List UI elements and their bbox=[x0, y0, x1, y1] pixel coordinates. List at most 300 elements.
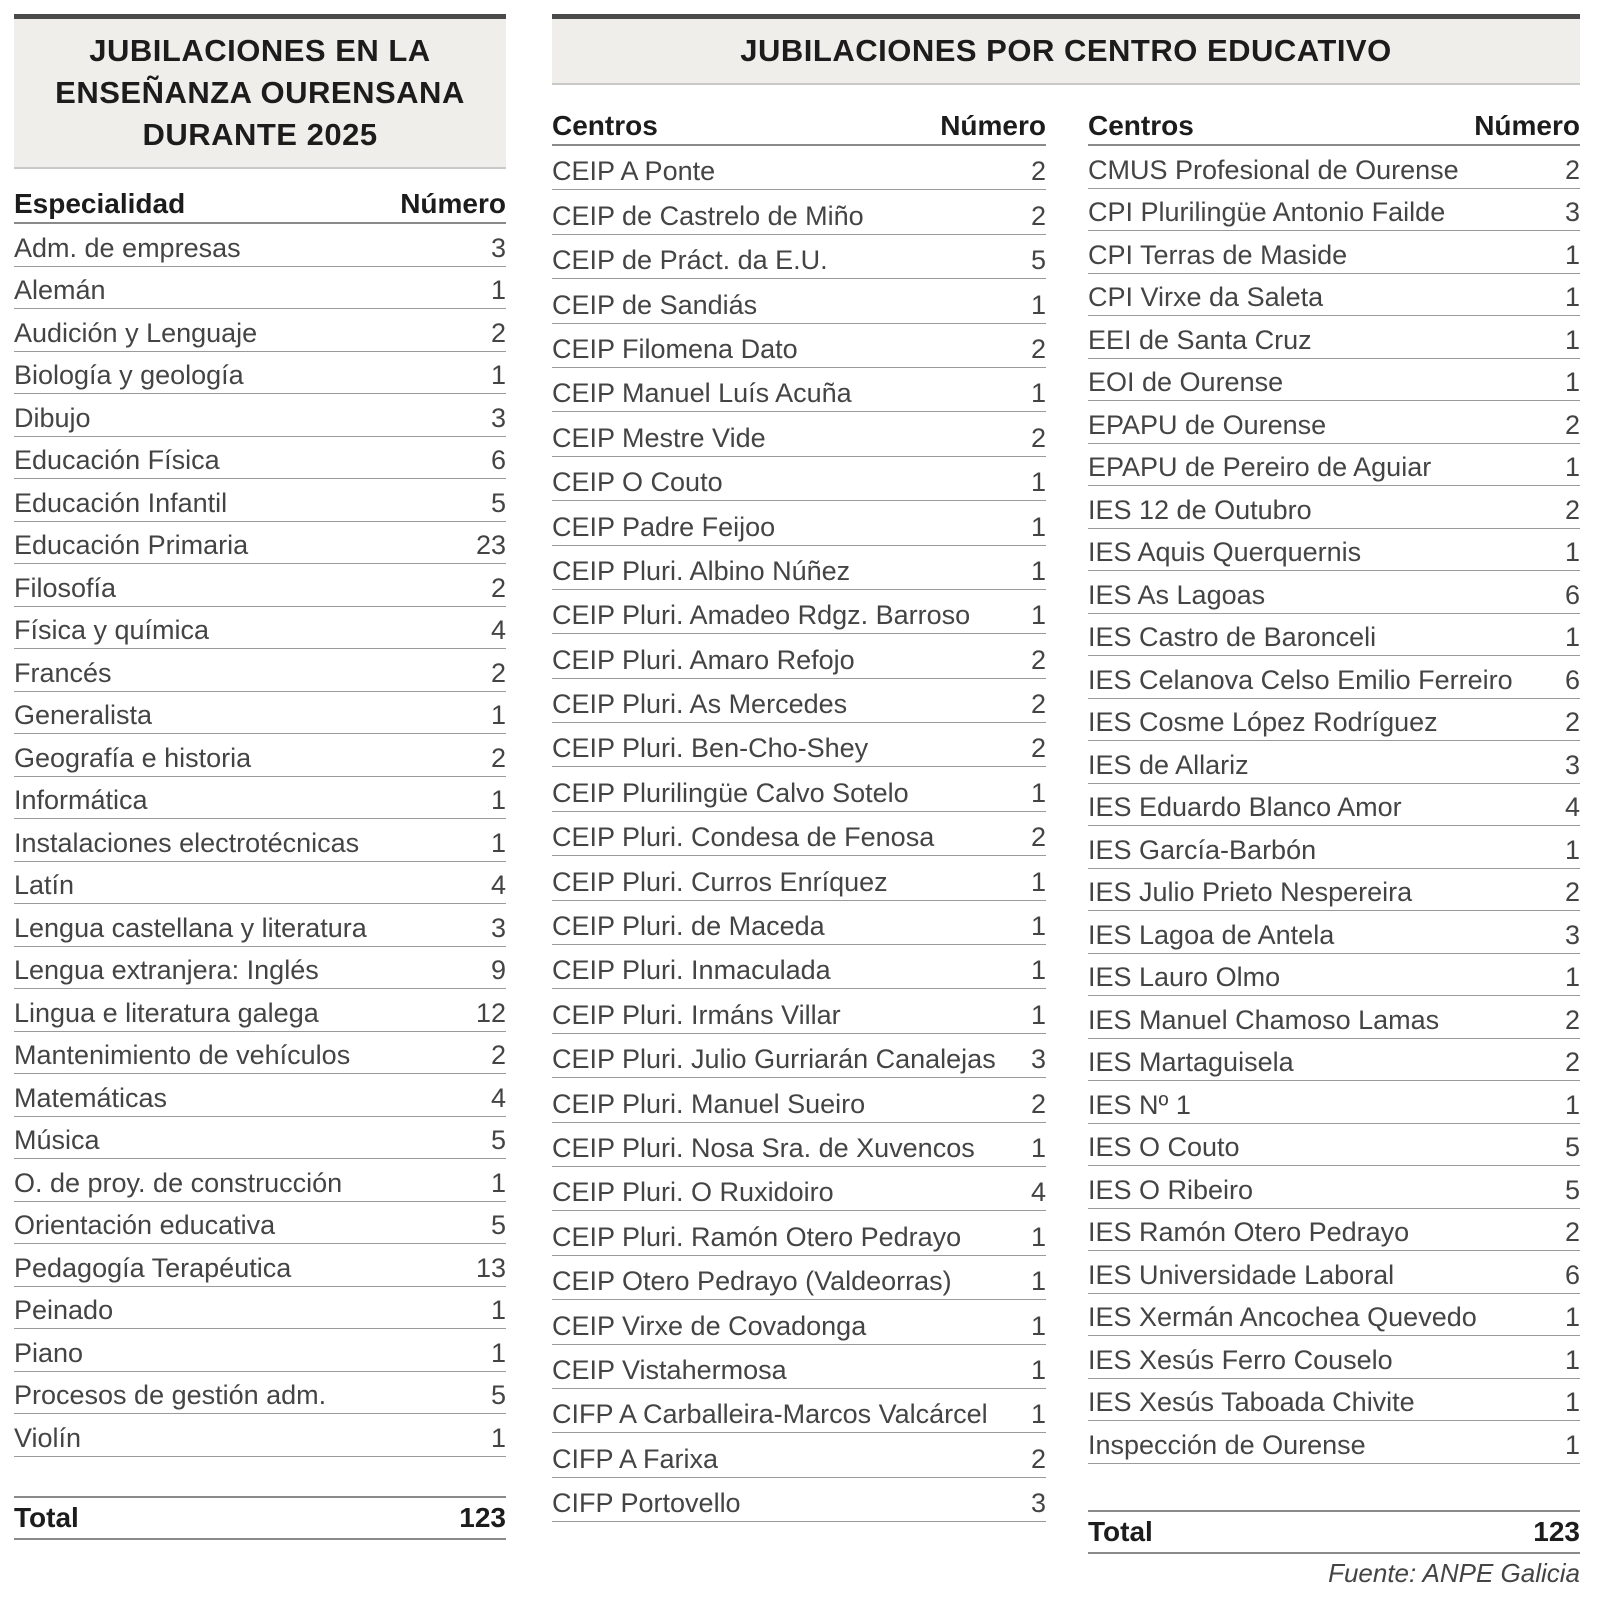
row-name: CIFP A Carballeira-Marcos Valcárcel bbox=[552, 1399, 988, 1430]
table-row bbox=[14, 862, 506, 905]
row-number: 1 bbox=[1030, 555, 1046, 586]
table-row bbox=[1088, 996, 1580, 1039]
row-name: IES Celanova Celso Emilio Ferreiro bbox=[1088, 664, 1513, 695]
table-row bbox=[1088, 869, 1580, 912]
table-row bbox=[552, 1123, 1046, 1167]
row-number: 1 bbox=[1564, 622, 1580, 652]
row-number: 1 bbox=[1564, 1344, 1580, 1375]
table-row bbox=[1088, 1081, 1580, 1124]
row-name: Pedagogía Terapéutica bbox=[14, 1252, 292, 1283]
table-row bbox=[552, 634, 1046, 678]
row-name: IES As Lagoas bbox=[1088, 579, 1266, 610]
row-name: Biología y geología bbox=[14, 360, 244, 390]
row-name: CIFP Portovello bbox=[552, 1488, 741, 1519]
row-name: IES Aquis Querquernis bbox=[1088, 537, 1362, 567]
table-row bbox=[14, 1074, 506, 1117]
table-row bbox=[552, 1078, 1046, 1122]
row-name: Alemán bbox=[14, 275, 106, 305]
row-number: 1 bbox=[1564, 537, 1580, 567]
row-name: CEIP Pluri. Ramón Otero Pedrayo bbox=[552, 1221, 962, 1252]
row-number: 1 bbox=[1564, 1302, 1580, 1332]
row-number: 1 bbox=[1030, 467, 1046, 498]
source-note: Fuente: ANPE Galicia bbox=[1328, 1558, 1580, 1588]
table-row bbox=[1088, 1166, 1580, 1209]
row-name: IES Manuel Chamoso Lamas bbox=[1088, 1004, 1440, 1035]
row-number: 4 bbox=[1030, 1177, 1046, 1208]
table-row bbox=[1088, 146, 1580, 189]
row-number: 1 bbox=[1030, 777, 1046, 808]
row-name: Instalaciones electrotécnicas bbox=[14, 827, 360, 858]
row-number: 2 bbox=[1564, 707, 1580, 737]
row-number: 1 bbox=[1030, 1132, 1046, 1163]
row-name: CEIP Pluri. Ben-Cho-Shey bbox=[552, 733, 869, 764]
row-number: 2 bbox=[1564, 494, 1580, 525]
row-name: IES Julio Prieto Nespereira bbox=[1088, 877, 1413, 907]
row-number: 6 bbox=[1564, 664, 1580, 695]
row-number: 2 bbox=[1564, 1047, 1580, 1077]
row-name: IES Martaguisela bbox=[1088, 1047, 1294, 1077]
row-number: 3 bbox=[490, 232, 506, 263]
table-row bbox=[1088, 231, 1580, 274]
row-number: 5 bbox=[1564, 1174, 1580, 1205]
header-numero: Número bbox=[940, 110, 1046, 141]
row-name: CEIP Pluri. As Mercedes bbox=[552, 689, 848, 720]
header-numero: Número bbox=[400, 188, 506, 219]
table-row bbox=[552, 590, 1046, 634]
row-name: IES de Allariz bbox=[1088, 749, 1249, 780]
table-row bbox=[552, 1478, 1046, 1522]
table-row bbox=[14, 1372, 506, 1415]
row-name: Peinado bbox=[14, 1295, 114, 1325]
row-number: 1 bbox=[1564, 282, 1580, 312]
total-label: Total bbox=[1088, 1516, 1153, 1547]
total-value: 123 bbox=[459, 1502, 506, 1533]
table-row bbox=[1088, 529, 1580, 572]
row-number: 1 bbox=[1030, 1221, 1046, 1252]
row-name: CEIP Pluri. Irmáns Villar bbox=[552, 999, 841, 1030]
table-row bbox=[1088, 571, 1580, 614]
header-centros: Centros bbox=[552, 110, 658, 141]
row-name: Adm. de empresas bbox=[14, 232, 241, 263]
row-name: IES Lauro Olmo bbox=[1088, 962, 1281, 992]
row-name: CEIP Padre Feijoo bbox=[552, 511, 776, 542]
left-title-line: JUBILACIONES EN LA bbox=[89, 33, 431, 68]
table-row bbox=[1088, 741, 1580, 784]
table-row bbox=[14, 309, 506, 352]
table-row bbox=[552, 412, 1046, 456]
row-number: 2 bbox=[490, 742, 506, 773]
row-name: IES Eduardo Blanco Amor bbox=[1088, 792, 1402, 822]
row-number: 1 bbox=[490, 700, 506, 730]
row-name: IES Cosme López Rodríguez bbox=[1088, 707, 1438, 737]
row-number: 2 bbox=[490, 317, 506, 348]
row-name: CEIP Manuel Luís Acuña bbox=[552, 378, 852, 409]
row-name: IES O Ribeiro bbox=[1088, 1174, 1254, 1205]
row-name: Lengua extranjera: Inglés bbox=[14, 955, 319, 985]
row-name: CEIP Pluri. Amadeo Rdgz. Barroso bbox=[552, 600, 971, 631]
row-name: CEIP Pluri. O Ruxidoiro bbox=[552, 1177, 834, 1208]
row-name: Orientación educativa bbox=[14, 1210, 276, 1240]
row-number: 4 bbox=[1564, 792, 1580, 822]
specialty-table-header bbox=[14, 188, 506, 224]
row-number: 1 bbox=[1030, 1399, 1046, 1430]
table-row bbox=[1088, 1421, 1580, 1464]
row-number: 2 bbox=[1030, 733, 1046, 764]
left-title-line: DURANTE 2025 bbox=[142, 117, 378, 152]
table-row bbox=[552, 146, 1046, 190]
table-row bbox=[14, 1244, 506, 1287]
table-row bbox=[1088, 1039, 1580, 1082]
row-number: 9 bbox=[490, 955, 506, 985]
row-name: IES Universidade Laboral bbox=[1088, 1259, 1395, 1290]
specialty-table bbox=[14, 188, 506, 1548]
table-row bbox=[1088, 699, 1580, 742]
row-name: IES Xesús Taboada Chivite bbox=[1088, 1387, 1415, 1417]
row-number: 2 bbox=[1030, 1443, 1046, 1474]
center-b-rows bbox=[1088, 146, 1580, 1464]
table-row bbox=[552, 989, 1046, 1033]
row-number: 1 bbox=[1030, 1354, 1046, 1385]
left-title-line: ENSEÑANZA OURENSANA bbox=[55, 75, 465, 110]
row-number: 1 bbox=[1030, 378, 1046, 409]
row-number: 2 bbox=[1564, 877, 1580, 907]
row-name: Piano bbox=[14, 1337, 84, 1368]
table-row bbox=[552, 1389, 1046, 1433]
table-row bbox=[1088, 1379, 1580, 1422]
row-name: CPI Plurilingüe Antonio Failde bbox=[1088, 197, 1446, 227]
row-number: 5 bbox=[1030, 245, 1046, 276]
table-row bbox=[552, 856, 1046, 900]
row-number: 6 bbox=[490, 445, 506, 475]
row-number: 6 bbox=[1564, 1259, 1580, 1290]
row-name: EOI de Ourense bbox=[1088, 367, 1284, 397]
row-number: 1 bbox=[1564, 1429, 1580, 1460]
row-number: 3 bbox=[1564, 749, 1580, 780]
row-name: Física y química bbox=[14, 615, 210, 645]
specialty-total-row bbox=[14, 1496, 506, 1540]
row-name: Educación Física bbox=[14, 445, 220, 475]
table-row bbox=[1088, 444, 1580, 487]
row-name: CEIP Pluri. Condesa de Fenosa bbox=[552, 822, 935, 853]
row-name: Informática bbox=[14, 785, 148, 815]
row-name: CMUS Profesional de Ourense bbox=[1088, 154, 1459, 185]
row-name: Violín bbox=[14, 1422, 82, 1453]
row-name: CEIP de Sandiás bbox=[552, 289, 758, 320]
row-name: CPI Virxe da Saleta bbox=[1088, 282, 1324, 312]
table-row bbox=[552, 945, 1046, 989]
row-number: 1 bbox=[490, 360, 506, 390]
row-name: IES Nº 1 bbox=[1088, 1089, 1191, 1120]
table-row bbox=[552, 1211, 1046, 1255]
row-name: IES Ramón Otero Pedrayo bbox=[1088, 1217, 1410, 1247]
row-number: 2 bbox=[490, 572, 506, 603]
row-number: 1 bbox=[1030, 955, 1046, 986]
row-number: 2 bbox=[1030, 822, 1046, 853]
table-row bbox=[14, 819, 506, 862]
header-especialidad: Especialidad bbox=[14, 188, 186, 219]
row-name: Filosofía bbox=[14, 572, 117, 603]
row-name: Matemáticas bbox=[14, 1082, 168, 1113]
table-row bbox=[552, 723, 1046, 767]
table-row bbox=[14, 267, 506, 310]
row-number: 1 bbox=[1564, 452, 1580, 482]
row-number: 1 bbox=[1030, 289, 1046, 320]
row-number: 5 bbox=[490, 1210, 506, 1240]
table-row bbox=[1088, 274, 1580, 317]
left-title bbox=[14, 14, 506, 169]
table-row bbox=[14, 607, 506, 650]
total-label: Total bbox=[14, 1502, 79, 1533]
row-number: 4 bbox=[490, 615, 506, 645]
table-row bbox=[1088, 784, 1580, 827]
row-number: 13 bbox=[475, 1252, 506, 1283]
row-number: 2 bbox=[1030, 1088, 1046, 1119]
row-number: 23 bbox=[475, 530, 506, 560]
row-name: Lengua castellana y literatura bbox=[14, 912, 367, 943]
row-name: CEIP Pluri. Nosa Sra. de Xuvencos bbox=[552, 1132, 975, 1163]
header-numero: Número bbox=[1474, 110, 1580, 141]
row-name: EEI de Santa Cruz bbox=[1088, 324, 1312, 355]
table-row bbox=[1088, 1294, 1580, 1337]
row-number: 1 bbox=[490, 1295, 506, 1325]
table-row bbox=[1088, 486, 1580, 529]
row-name: Inspección de Ourense bbox=[1088, 1429, 1366, 1460]
table-row bbox=[552, 1034, 1046, 1078]
row-name: CEIP A Ponte bbox=[552, 156, 716, 187]
table-row bbox=[14, 1032, 506, 1075]
row-number: 5 bbox=[1564, 1132, 1580, 1162]
table-row bbox=[552, 235, 1046, 279]
row-name: Dibujo bbox=[14, 402, 91, 433]
table-row bbox=[14, 437, 506, 480]
table-row bbox=[14, 1202, 506, 1245]
row-number: 1 bbox=[490, 1167, 506, 1198]
center-a-rows bbox=[552, 146, 1046, 1522]
table-row bbox=[1088, 316, 1580, 359]
table-row bbox=[1088, 911, 1580, 954]
row-number: 2 bbox=[1564, 154, 1580, 185]
row-name: CEIP Vistahermosa bbox=[552, 1354, 787, 1385]
center-table-a bbox=[552, 110, 1046, 1520]
row-number: 5 bbox=[490, 1380, 506, 1410]
table-row bbox=[14, 1117, 506, 1160]
row-number: 4 bbox=[490, 1082, 506, 1113]
center-total-row bbox=[1088, 1510, 1580, 1554]
table-row bbox=[552, 812, 1046, 856]
total-value: 123 bbox=[1533, 1516, 1580, 1547]
table-row bbox=[14, 522, 506, 565]
table-row bbox=[14, 1414, 506, 1457]
row-number: 3 bbox=[1030, 1488, 1046, 1519]
row-number: 1 bbox=[1030, 1310, 1046, 1341]
row-name: Educación Infantil bbox=[14, 487, 228, 518]
row-number: 1 bbox=[490, 785, 506, 815]
row-name: Audición y Lenguaje bbox=[14, 317, 258, 348]
row-number: 1 bbox=[1030, 911, 1046, 942]
row-number: 2 bbox=[490, 657, 506, 688]
row-name: Música bbox=[14, 1125, 100, 1155]
row-name: CIFP A Farixa bbox=[552, 1443, 719, 1474]
table-row bbox=[14, 692, 506, 735]
header-centros: Centros bbox=[1088, 110, 1194, 141]
row-name: Procesos de gestión adm. bbox=[14, 1380, 327, 1410]
row-number: 1 bbox=[1030, 600, 1046, 631]
table-row bbox=[1088, 1336, 1580, 1379]
specialty-rows bbox=[14, 224, 506, 1457]
row-number: 5 bbox=[490, 1125, 506, 1155]
table-row bbox=[552, 901, 1046, 945]
table-row bbox=[552, 1256, 1046, 1300]
row-name: O. de proy. de construcción bbox=[14, 1167, 343, 1198]
table-row bbox=[1088, 656, 1580, 699]
row-number: 3 bbox=[1564, 197, 1580, 227]
row-name: EPAPU de Pereiro de Aguiar bbox=[1088, 452, 1432, 482]
row-name: CEIP de Práct. da E.U. bbox=[552, 245, 828, 276]
row-name: Geografía e historia bbox=[14, 742, 252, 773]
row-number: 1 bbox=[490, 827, 506, 858]
row-name: CEIP Pluri. Manuel Sueiro bbox=[552, 1088, 866, 1119]
row-name: CEIP Pluri. Amaro Refojo bbox=[552, 644, 855, 675]
center-table-b-header bbox=[1088, 110, 1580, 146]
row-number: 1 bbox=[1030, 866, 1046, 897]
table-row bbox=[14, 947, 506, 990]
row-number: 1 bbox=[490, 1337, 506, 1368]
table-row bbox=[552, 1433, 1046, 1477]
row-name: CEIP Virxe de Covadonga bbox=[552, 1310, 867, 1341]
row-name: IES Xesús Ferro Couselo bbox=[1088, 1344, 1393, 1375]
row-name: IES Lagoa de Antela bbox=[1088, 919, 1335, 950]
row-name: CPI Terras de Maside bbox=[1088, 239, 1348, 270]
table-row bbox=[552, 324, 1046, 368]
table-row bbox=[552, 279, 1046, 323]
row-number: 1 bbox=[1564, 962, 1580, 992]
row-number: 2 bbox=[490, 1040, 506, 1070]
row-name: Educación Primaria bbox=[14, 530, 249, 560]
table-row bbox=[552, 546, 1046, 590]
row-name: IES 12 de Outubro bbox=[1088, 494, 1312, 525]
table-row bbox=[14, 352, 506, 395]
table-row bbox=[552, 457, 1046, 501]
table-row bbox=[552, 501, 1046, 545]
row-number: 2 bbox=[1030, 689, 1046, 720]
table-row bbox=[14, 649, 506, 692]
row-number: 1 bbox=[490, 1422, 506, 1453]
table-row bbox=[552, 1167, 1046, 1211]
table-row bbox=[1088, 1209, 1580, 1252]
row-number: 3 bbox=[490, 402, 506, 433]
table-row bbox=[1088, 1124, 1580, 1167]
table-row bbox=[1088, 826, 1580, 869]
row-name: Mantenimiento de vehículos bbox=[14, 1040, 351, 1070]
table-row bbox=[14, 394, 506, 437]
table-row bbox=[14, 777, 506, 820]
row-number: 1 bbox=[490, 275, 506, 305]
row-number: 3 bbox=[1564, 919, 1580, 950]
table-row bbox=[1088, 954, 1580, 997]
table-row bbox=[14, 224, 506, 267]
row-name: CEIP Pluri. Inmaculada bbox=[552, 955, 831, 986]
table-row bbox=[552, 190, 1046, 234]
table-row bbox=[1088, 614, 1580, 657]
table-row bbox=[14, 734, 506, 777]
row-name: Generalista bbox=[14, 700, 153, 730]
row-name: IES Castro de Baronceli bbox=[1088, 622, 1377, 652]
table-row bbox=[14, 479, 506, 522]
row-name: IES O Couto bbox=[1088, 1132, 1240, 1162]
row-number: 1 bbox=[1564, 324, 1580, 355]
center-table-b bbox=[1088, 110, 1580, 1547]
row-number: 2 bbox=[1030, 644, 1046, 675]
row-number: 1 bbox=[1564, 1089, 1580, 1120]
row-number: 12 bbox=[475, 997, 506, 1028]
row-name: CEIP Mestre Vide bbox=[552, 422, 766, 453]
row-number: 1 bbox=[1564, 239, 1580, 270]
row-name: Francés bbox=[14, 657, 112, 688]
row-number: 1 bbox=[1030, 999, 1046, 1030]
table-row bbox=[1088, 359, 1580, 402]
row-name: CEIP Pluri. Curros Enríquez bbox=[552, 866, 888, 897]
row-number: 2 bbox=[1030, 200, 1046, 231]
row-number: 2 bbox=[1030, 333, 1046, 364]
table-row bbox=[14, 564, 506, 607]
row-name: EPAPU de Ourense bbox=[1088, 409, 1327, 440]
row-number: 6 bbox=[1564, 579, 1580, 610]
row-number: 2 bbox=[1564, 1217, 1580, 1247]
table-row bbox=[1088, 189, 1580, 232]
row-number: 1 bbox=[1564, 1387, 1580, 1417]
row-number: 2 bbox=[1030, 422, 1046, 453]
row-name: IES Xermán Ancochea Quevedo bbox=[1088, 1302, 1477, 1332]
row-number: 3 bbox=[1030, 1044, 1046, 1075]
row-name: CEIP Pluri. Julio Gurriarán Canalejas bbox=[552, 1044, 996, 1075]
center-table-a-header bbox=[552, 110, 1046, 146]
row-number: 2 bbox=[1564, 1004, 1580, 1035]
row-number: 4 bbox=[490, 870, 506, 900]
table-row bbox=[14, 1159, 506, 1202]
right-title-text: JUBILACIONES POR CENTRO EDUCATIVO bbox=[740, 33, 1392, 68]
row-name: CEIP Pluri. de Maceda bbox=[552, 911, 825, 942]
right-title bbox=[552, 14, 1580, 85]
row-name: CEIP Pluri. Albino Núñez bbox=[552, 555, 851, 586]
table-row bbox=[1088, 401, 1580, 444]
table-row bbox=[552, 368, 1046, 412]
row-number: 1 bbox=[1030, 511, 1046, 542]
row-number: 2 bbox=[1564, 409, 1580, 440]
row-name: Lingua e literatura galega bbox=[14, 997, 319, 1028]
table-row bbox=[552, 1345, 1046, 1389]
table-row bbox=[14, 1329, 506, 1372]
row-number: 1 bbox=[1030, 1266, 1046, 1297]
row-name: Latín bbox=[14, 870, 75, 900]
table-row bbox=[14, 1287, 506, 1330]
row-name: IES García-Barbón bbox=[1088, 834, 1317, 865]
table-row bbox=[552, 1300, 1046, 1344]
row-name: CEIP de Castrelo de Miño bbox=[552, 200, 864, 231]
row-number: 3 bbox=[490, 912, 506, 943]
table-row bbox=[1088, 1251, 1580, 1294]
row-number: 1 bbox=[1564, 834, 1580, 865]
row-name: CEIP Plurilingüe Calvo Sotelo bbox=[552, 777, 909, 808]
row-name: CEIP Otero Pedrayo (Valdeorras) bbox=[552, 1266, 952, 1297]
row-name: CEIP Filomena Dato bbox=[552, 333, 798, 364]
table-row bbox=[552, 679, 1046, 723]
table-row bbox=[14, 904, 506, 947]
row-number: 1 bbox=[1564, 367, 1580, 397]
row-number: 2 bbox=[1030, 156, 1046, 187]
table-row bbox=[14, 989, 506, 1032]
row-number: 5 bbox=[490, 487, 506, 518]
row-name: CEIP O Couto bbox=[552, 467, 723, 498]
